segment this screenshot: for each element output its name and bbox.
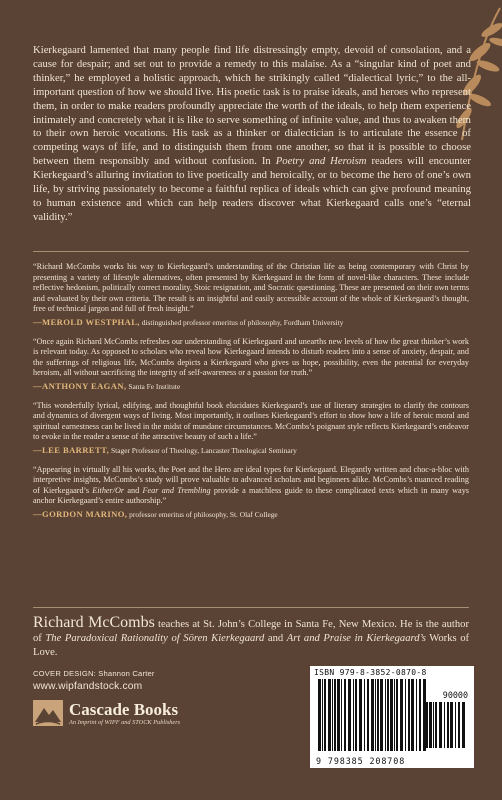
endorser-name: —LEE BARRETT, — [33, 444, 110, 455]
barcode-bar — [332, 679, 333, 751]
endorsements — [33, 262, 469, 528]
endorser-name: —GORDON MARINO, — [33, 508, 128, 519]
barcode-bar — [455, 702, 456, 748]
endorsement-text-c: provide a matchless guide to these complicated texts which in many ways anchor Kierkegaard’s entire authorship.” — [33, 485, 469, 506]
barcode-bar — [394, 679, 395, 751]
book-title: The Paradoxical Rationality of Sören Kierkegaard — [45, 633, 265, 644]
barcode-bar — [334, 679, 336, 751]
endorser-name: —ANTHONY EAGAN, — [33, 380, 127, 391]
divider — [33, 607, 469, 608]
barcode-bar — [364, 679, 365, 751]
italic-title: Either/Or — [92, 485, 125, 495]
publisher-website[interactable]: www.wipfandstock.com — [33, 681, 143, 692]
cascade-mountain-icon — [33, 700, 63, 726]
barcode-bar — [328, 679, 331, 751]
barcode-bar — [450, 702, 453, 748]
barcode-number: 9 798385 208708 — [316, 756, 406, 766]
isbn-barcode — [310, 666, 474, 768]
barcode-bar — [444, 702, 445, 748]
barcode-bar — [400, 679, 403, 751]
barcode-bar — [426, 702, 428, 748]
endorsement-text: “Richard McCombs works his way to Kierkegaard’s understanding of the Christian life as being contemporary with Christ by presenting a variety of lifestyle alternatives, often presented by Kierkegaard in the form of novel-like characters. These include reflective hedonism, politically correct morality, Stoic resignation, and Socratic questioning. These are presented on their own terms and evaluated by their own criteria. The result is an insightful and easily accessible account of the whole of Kierkegaard’s thought, free of technical jargon and full of fresh insight.” — [33, 262, 469, 314]
barcode-bar — [367, 679, 369, 751]
barcode-bar — [380, 679, 383, 751]
publisher-name: Cascade Books — [69, 699, 179, 719]
publisher-logo — [33, 700, 223, 726]
book-title: Art and Praise in Kierkegaard’s — [286, 633, 426, 644]
barcode-bar — [337, 679, 340, 751]
barcode-bar — [348, 679, 351, 751]
endorsement-marino — [33, 465, 469, 521]
publisher-imprint: An Imprint of WIPF and STOCK Publishers — [69, 718, 181, 726]
barcode-bar — [416, 679, 417, 751]
endorsement-barrett — [33, 401, 469, 457]
italic-title: Fear and Trembling — [142, 485, 211, 495]
endorsement-westphal — [33, 262, 469, 329]
barcode-bar — [355, 679, 357, 751]
barcode-bar — [385, 679, 386, 751]
author-bio-text: teaches at St. John’s College in Santa Fe, New Mexico. He is the author of — [33, 619, 469, 644]
publisher-credits — [33, 669, 223, 726]
endorser-role: Santa Fe Institute — [126, 381, 181, 391]
barcode-bar — [405, 679, 406, 751]
endorsement-eagan — [33, 337, 469, 393]
endorsement-text — [33, 465, 469, 507]
book-title: Poetry and Heroism — [275, 155, 367, 168]
cover-design-credit: COVER DESIGN: Shannon Carter — [33, 669, 155, 678]
divider — [33, 251, 469, 252]
barcode-bar — [344, 679, 346, 751]
endorser-role: distinguished professor emeritus of philosophy, Fordham University — [139, 317, 344, 327]
author-bio-text: Works of Love. — [33, 633, 470, 658]
barcode-bar — [433, 702, 434, 748]
barcode-bar — [390, 679, 393, 751]
author-bio — [33, 616, 469, 660]
barcode-bar — [411, 679, 414, 751]
barcode-bar — [396, 679, 398, 751]
price-barcode-bars — [426, 702, 466, 748]
book-description — [33, 44, 471, 225]
barcode-bar — [435, 702, 437, 748]
endorser-name: —MEROLD WESTPHAL, — [33, 316, 140, 327]
barcode-bar — [359, 679, 362, 751]
barcode-bar — [322, 679, 323, 751]
barcode-bar — [387, 679, 389, 751]
barcode-bar — [439, 702, 442, 748]
price-code: 90000 — [442, 690, 468, 700]
description-part-2: readers will encounter Kierkegaard’s alluring invitation to live poetically and heroically, or to become the hero of one’s own life, by striving passionately to become a faithful replica of ideals which can give profound meaning to human existence and which can help readers discover what Kierkegaard calls one’s “eternal validity.” — [33, 155, 471, 223]
barcode-bar — [447, 702, 449, 748]
barcode-bar — [341, 679, 342, 751]
barcode-bar — [458, 702, 460, 748]
barcode-bar — [408, 679, 410, 751]
barcode-bar — [318, 679, 321, 751]
author-name: Richard McCombs — [33, 614, 155, 631]
endorsement-text-b: and — [124, 485, 143, 495]
barcode-bar — [429, 702, 432, 748]
isbn-label: ISBN 979-8-3852-0870-8 — [314, 668, 427, 677]
barcode-bar — [419, 679, 421, 751]
endorsement-text: “This wonderfully lyrical, edifying, and thoughtful book elucidates Kierkegaard’s use of literary strategies to clarify the contours and dynamics of divergent ways of living. Most importantly, it outlines Kierkegaard’s effort to show how a life of heroic moral and spiritual earnestness can be lived in the midst of mundane circumstances. McCombs’s poignant style reflects Kierkegaard’s endeavor to evoke in the reader a sense of the attractive beauty of such a life.” — [33, 400, 469, 442]
author-bio-text: and — [264, 633, 287, 644]
barcode-bar — [324, 679, 326, 751]
description-part-1: Kierkegaard lamented that many people find life distressingly empty, devoid of consolation, and a cause for despair; and set out to provide a remedy to this malaise. As a “singular kind of poet and thinker,” he employed a holistic approach, which he strikingly called “dialectical lyric,” to the all-important question of how we should live. His poetic task is to praise ideals, and heroes who represent them, in order to make readers profoundly appreciate the worth of the ideals, to help them experience intimately and concretely what it is like to serve something of infinite value, and thus to awaken them to their own heroic vocations. His task as a thinker or dialectician is to articulate the essence of competing ways of life, and to distinguish them from one another, so that it is possible to choose between them responsibly and without confusion. In — [33, 44, 471, 168]
endorsement-text: “Once again Richard McCombs refreshes our understanding of Kierkegaard and unearths new levels of how the great thinker’s work is relevant today. As opposed to scholars who reveal how Kierkegaard intends to disturb readers into a sense of anxiety, despair, and the sufferings of religious life, McCombs depicts a Kierkegaard who gives us hope, possibility, even the potential for everyday heroism, all without sacrificing the integrity of self-awareness or a passion for truth.” — [33, 336, 469, 378]
barcode-bar — [377, 679, 379, 751]
barcode-bar — [462, 702, 465, 748]
endorser-role: Stager Professor of Theology, Lancaster Theological Seminary — [109, 445, 297, 455]
endorser-role: professor emeritus of philosophy, St. Olaf College — [127, 509, 278, 519]
barcode-bar — [371, 679, 374, 751]
barcode-bar — [353, 679, 354, 751]
barcode-bars — [318, 679, 428, 751]
endorsement-text-a: “Appearing in virtually all his works, the Poet and the Hero are ideal types for Kierkegaard. Elegantly written and choc-a-bloc with interpretive insights, McCombs’s study will prove valuable to advanced scholars and beginners alike. McCombs’s nuanced reading of Kierkegaard’s — [33, 464, 469, 495]
barcode-bar — [375, 679, 376, 751]
